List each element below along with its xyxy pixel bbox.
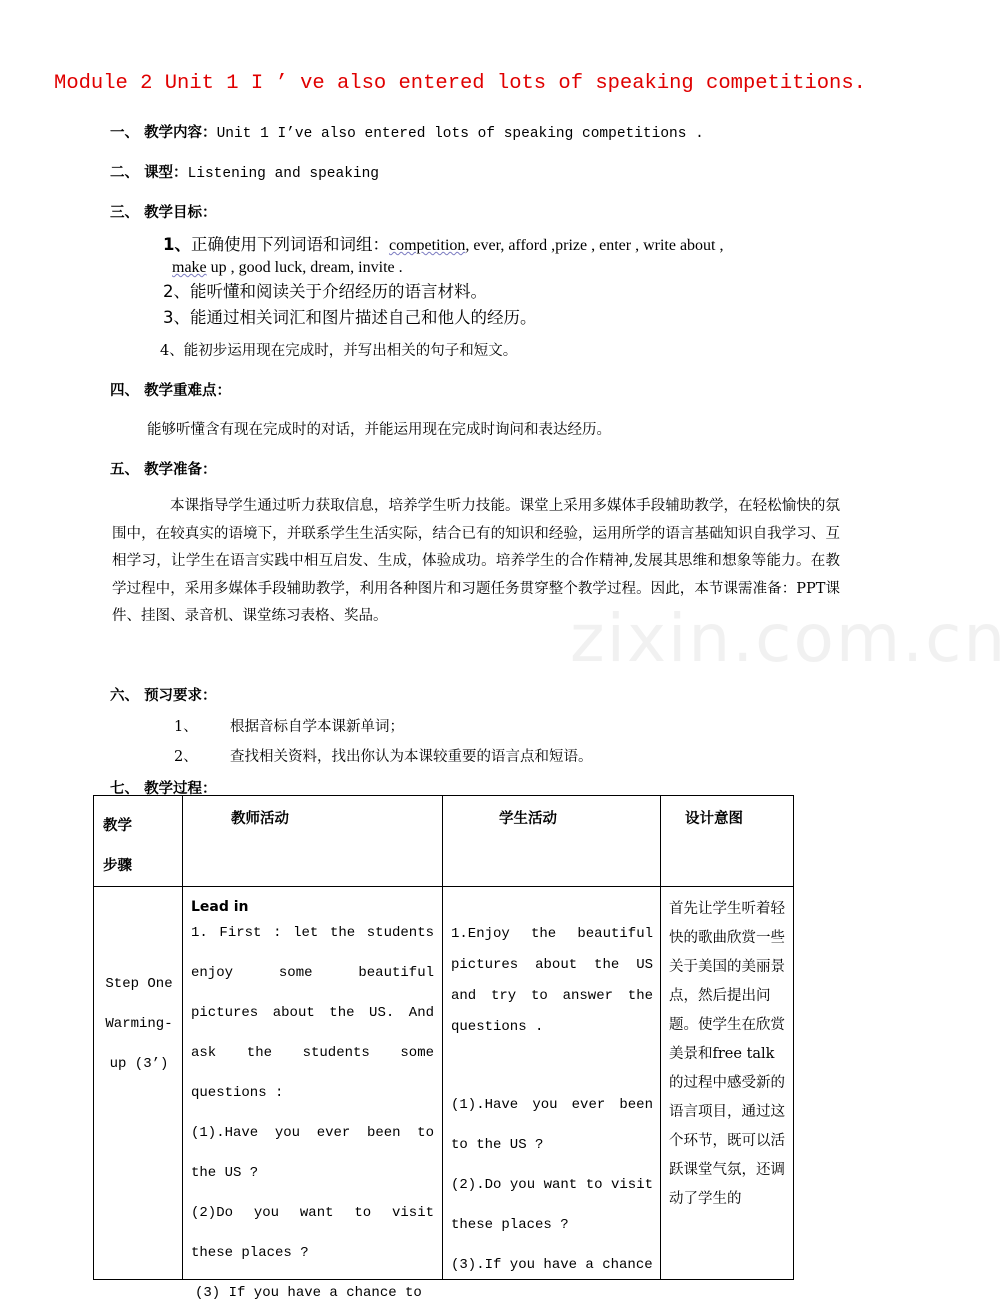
section-2-value: Listening and speaking [187,166,379,182]
objective-1-cont-rest: up , good luck, dream, invite . [206,259,403,276]
section-4 [110,379,231,400]
section-5 [110,458,217,479]
section-3-label: 教学目标： [144,205,217,221]
section-7-number: 七、 [110,781,139,797]
section-1-number: 一、 [110,125,139,141]
row1-design: 首先让学生听着轻快的歌曲欣赏一些关于美国的美丽景点，然后提出问题。使学生在欣赏美景和free talk 的过程中感受新的语言项目，通过这个环节，既可以活跃课堂气氛，还调动了学生的 [669,901,785,1207]
section-6 [110,684,217,705]
teacher-question-3: (3) If you have a chance to [195,1285,422,1301]
teacher-question-2: (2)Do you want to visit these places ? [191,1205,434,1261]
objective-2: 2、能听懂和阅读关于介绍经历的语言材料。 [163,282,487,301]
header-teacher-label: 教师活动 [231,811,289,827]
section-2-number: 二、 [110,165,139,181]
row1-step: Step One Warming-up (3’) [105,976,173,1072]
section-4-label: 教学重难点： [144,383,232,399]
section-2-label: 课型： [144,165,188,181]
section-3-number: 三、 [110,205,139,221]
row1-step-cell [94,887,183,1280]
preview-item-2: 查找相关资料，找出你认为本课较重要的语言点和短语。 [230,749,593,765]
section-1-value: Unit 1 I’ve also entered lots of speaking competitions . [216,126,704,142]
table-header-row [94,796,794,887]
section-5-label: 教学准备： [144,462,217,478]
preparation-paragraph [112,493,840,631]
section-5-number: 五、 [110,462,139,478]
table-row [94,887,794,1280]
section-6-number: 六、 [110,688,139,704]
preview-item-2-number: 2、 [174,749,198,765]
header-step [94,796,183,887]
teacher-step-1: 1. First : let the students enjoy some beautiful pictures about the US. And ask the students some questions : [191,925,434,1101]
header-student-label: 学生活动 [499,811,557,827]
header-design-label: 设计意图 [685,811,743,827]
section-1-label: 教学内容： [144,125,217,141]
objective-4: 4、能初步运用现在完成时，并写出相关的句子和短文。 [160,343,518,359]
header-teacher [183,796,443,887]
row1-student-cell [443,887,661,1280]
preview-item-1: 根据音标自学本课新单词； [230,719,404,735]
student-question-2: (2).Do you want to visit these places ? [451,1177,653,1233]
teacher-lead-in: Lead in [191,899,249,915]
section-1 [110,121,704,142]
student-step-1: 1.Enjoy the beautiful pictures about the US and try to answer the questions . [451,926,653,1035]
section-6-label: 预习要求： [144,688,217,704]
section-3 [110,201,217,222]
section-4-number: 四、 [110,383,139,399]
teaching-process-table [93,795,794,1301]
header-step-line1: 教学 [103,818,132,834]
objective-1-rest: , ever, afford ,prize , enter , write about , [465,237,724,254]
student-question-3: (3).If you have a chance [451,1257,653,1273]
header-student [443,796,661,887]
objective-1-text: 正确使用下列词语和词组： [190,235,389,254]
row1-teacher-cell [183,887,443,1301]
objective-1-continued [172,257,403,277]
preparation-text: 本课指导学生通过听力获取信息，培养学生听力技能。课堂上采用多媒体手段辅助教学，在轻松愉快的氛围中，在较真实的语境下，并联系学生生活实际，结合已有的知识和经验，运用所学的语言基础知识自我学习、互相学习，让学生在语言实践中相互启发、生成，体验成功。培养学生的合作精神,发展其思维和想象等能力。在教学过程中，采用多媒体手段辅助教学，利用各种图片和习题任务贯穿整个教学过程。因此，本节课需准备：PPT课件、挂图、录音机、课堂练习表格、奖品。 [112,498,840,624]
row1-design-cell [661,887,794,1280]
objective-1 [163,231,723,255]
header-design [661,796,794,887]
objective-1-number: 1、 [163,235,191,254]
preview-item-1-number: 1、 [174,719,198,735]
watermark: zixin.com.cn [570,600,1007,677]
student-question-1: (1).Have you ever been to the US ? [451,1097,653,1153]
header-step-line2: 步骤 [103,858,132,874]
objective-1-cont-word: make [172,259,207,276]
key-points-text: 能够听懂含有现在完成时的对话，并能运用现在完成时询问和表达经历。 [147,422,611,438]
page-title: Module 2 Unit 1 I ’ ve also entered lots of speaking competitions. [54,72,866,95]
objective-3: 3、能通过相关词汇和图片描述自己和他人的经历。 [163,308,537,327]
section-7-label: 教学过程： [144,781,217,797]
teacher-question-1: (1).Have you ever been to the US ? [191,1125,434,1181]
objective-1-word: competition [388,237,466,254]
section-2 [110,161,379,182]
